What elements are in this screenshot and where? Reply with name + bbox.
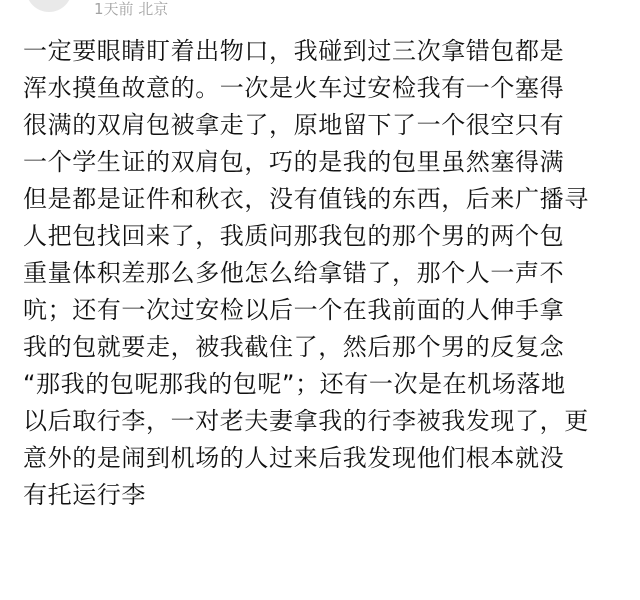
post-line: 人把包找回来了，我质问那我包的那个男的两个包 xyxy=(23,222,565,250)
post-line: “那我的包呢那我的包呢”；还有一次是在机场落地 xyxy=(23,370,566,398)
post-line: 但是都是证件和秋衣，没有值钱的东西，后来广播寻 xyxy=(23,185,589,213)
post-meta-row xyxy=(0,0,640,32)
post-line: 很满的双肩包被拿走了，原地留下了一个很空只有 xyxy=(23,111,565,139)
post-line: 我的包就要走，被我截住了，然后那个男的反复念 xyxy=(23,333,565,361)
post-line: 浑水摸鱼故意的。一次是火车过安检我有一个塞得 xyxy=(23,74,565,102)
post-line: 重量体积差那么多他怎么给拿错了，那个人一声不 xyxy=(23,259,565,287)
post-line: 一定要眼睛盯着出物口，我碰到过三次拿错包都是 xyxy=(23,37,565,65)
post-line: 有托运行李 xyxy=(23,481,146,509)
avatar[interactable] xyxy=(26,0,72,12)
post-line: 以后取行李，一对老夫妻拿我的行李被我发现了，更 xyxy=(23,407,589,435)
post-line: 吭；还有一次过安检以后一个在我前面的人伸手拿 xyxy=(23,296,565,324)
post-time-location: 1天前 北京 xyxy=(94,0,169,18)
post-line: 意外的是闹到机场的人过来后我发现他们根本就没 xyxy=(23,444,565,472)
post-line: 一个学生证的双肩包，巧的是我的包里虽然塞得满 xyxy=(23,148,565,176)
post-body xyxy=(23,33,623,514)
